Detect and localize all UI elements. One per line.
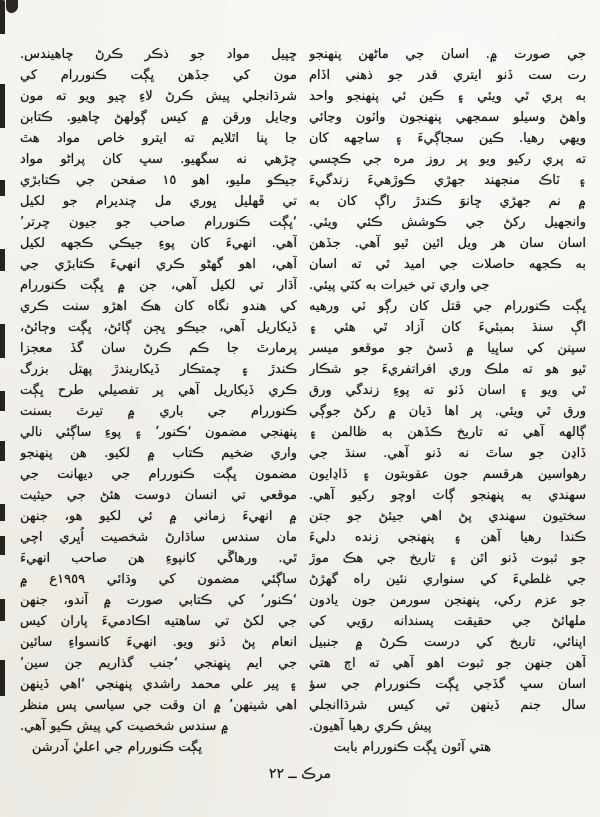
text-line: چڙهي نه سگهيو. سڀ کان پراڻو مواد <box>20 152 297 167</box>
text-line: رت ست ڏنو ايتري قدر جو ذهني اڏام <box>309 68 586 83</box>
text-line: به ڪجهه حاصلات جي اميد ٿي ته اسان <box>309 257 586 272</box>
text-line: سال جنم ڏينهن تي کيس شرڌاانجلي <box>309 698 586 713</box>
text-line: موقعي تي انسان دوست هئڻ جي حيثيت <box>20 488 297 503</box>
text-line: واري ضخيم ڪتاب ۾ لکيو. هن پنهنجو <box>20 446 297 461</box>
text-line: ڪري ڏيکاريل آهي پر تفصيلي طرح ڀڳت <box>20 383 297 398</box>
text-line: جو عزم رکي، پنهنجن سورمن جون يادون <box>309 593 586 608</box>
text-line: ۾ سندس شخصيت کي پيش ڪيو آهي. <box>20 719 229 734</box>
text-line: اهي شينهن’ ۾ ان وقت جي سياسي پس منظر <box>20 698 297 713</box>
text-line: آڌار تي لکيل آهي، جن ۾ ڀڳت ڪنوررام <box>20 278 297 293</box>
text-line: هتي آئون ڀڳت ڪنوررام بابت <box>333 740 491 755</box>
text-line: جيڪو مليو، اهو ١٥ صفحن جي ڪتابڙي <box>20 173 297 188</box>
text-line: کي هندو نگاه کان هڪ اهڙو سنت ڪري <box>20 299 297 314</box>
text-line: جي ايم پنهنجي ‘جنب گذاريم جن سين’ <box>20 656 297 671</box>
text-line: انعام پڻ ڏنو ويو. انهيءَ کانسواءِ سائين <box>20 635 297 650</box>
text-line: واهڻ وسيلو سمجهي پنهنجون واٽون وڃائي <box>309 110 586 125</box>
text-line: مون کي جڏهن ڀڳت ڪنوررام کي <box>20 68 297 83</box>
text-line: ‘ڪنور’ کي ڪتابي صورت ۾ آندو، جنهن <box>20 593 297 608</box>
text-line: سختيون سهندي پڻ اهي جيئڻ جو جتن <box>309 509 586 524</box>
text-line: پيش ڪري رهيا آهيون. <box>309 719 432 734</box>
text-line: وانجهيل رکڻ جي ڪوشش ڪئي ويئي. <box>309 215 586 230</box>
text-line: ٿي. ورهاڱي کانپوءِ هن صاحب انهيءَ <box>20 551 297 566</box>
text-line: ويهي رهيا. ڪين سجاڳيءَ ۽ ساڃهه کان <box>309 131 586 146</box>
text-line: جي غلطيءَ کي سنواري نئين راه گهڙڻ <box>309 572 586 587</box>
text-line: به ٻري ٿي ويئي ۽ ڪين ئي پنهنجو واحد <box>309 89 586 104</box>
column-left-text <box>20 44 297 758</box>
text-line: مان سندس ساڌارڻ شخصيت اُڀري اچي <box>20 530 297 545</box>
text-line: ٿي ويو ۽ اسان ڏٺو ته پوءِ زندگي ورق <box>309 383 586 398</box>
text-line: جا پنا اٿلايم ته ايترو خاص مواد هٿ <box>20 131 297 146</box>
text-line: مضمون ڀڳت ڪنوررام جي ديهانت جي <box>20 467 297 482</box>
text-line: ساڳئي مضمون کي وڌائي ١٩٥٩ع ۾ <box>20 572 297 587</box>
text-line: ڀڳت ڪنوررام جي قتل کان رڳو ٽي ورهيه <box>309 299 586 314</box>
text-line: آهي، اهو گهڻو ڪري انهيءَ ڪتابڙي جي <box>20 257 297 272</box>
text-line: ته پري رکيو ويو پر روز مره جي ڪچسي <box>309 152 586 167</box>
text-line: ڏاڍن جو ساٿ نه ڏنو آهي. سنڌ جي <box>309 446 586 461</box>
text-line: ڪنوررام جي باري ۾ تيرٿ بسنت <box>20 404 297 419</box>
text-line: جي صورت ۾. اسان جي ماڻهن پنهنجو <box>309 47 586 62</box>
text-line: آهي. انهيءَ کان پوءِ جيڪي ڪجهه لکيل <box>20 236 297 251</box>
page-number-footer: مرڪ ــ ٢٢ <box>268 766 332 782</box>
text-line: جي لکڻ تي ساهتيه اڪادميءَ پاران کيس <box>20 614 297 629</box>
text-line: رهواسين هرقسم جون عقوبتون ۽ ڏاڍايون <box>309 467 586 482</box>
text-line: ۾ نم جهڙي ڇانوَ ڪندڙ راڳ کان به <box>309 194 586 209</box>
text-line: ڀڳت ڪنوررام جي اعليٰ آدرشن <box>31 740 202 755</box>
text-line: پرمارٿ جا ڪم ڪرڻ سان گڏ معجزا <box>20 341 297 356</box>
text-line: جي واري تي خيرات به کٽي پيئي. <box>309 278 490 293</box>
text-line: اسان سان هر ويل ائين ٿيو آهي. جڏهن <box>309 236 586 251</box>
text-line: ۾ انهيءَ زماني ۾ ئي لکيو هو، جنهن <box>20 509 297 524</box>
text-line: پنهنجي مضمون ‘ڪنور’ ۽ پوءِ ساڳئي نالي <box>20 425 297 440</box>
text-line: ٿيو هو ته ملڪ وري افراتفريءَ جو شڪار <box>309 362 586 377</box>
text-line: اپنائي، تاريخ کي درست ڪرڻ ۾ جنبيل <box>309 635 586 650</box>
text-line: ڪندڙ ۽ چمتڪار ڏيکاريندڙ پهتل بزرگ <box>20 362 297 377</box>
text-line: سپنن کي ساڀيا ۾ ڏسڻ جو موقعو ميسر <box>309 341 586 356</box>
text-line: ملهائڻ جي حقيقت پسندانه روَيي کي <box>309 614 586 629</box>
text-line: اڳ سنڌ بمبئيءَ کان آزاد ٿي هئي ۽ <box>309 320 586 335</box>
text-line: شرڌانجلي پيش ڪرڻ لاءِ چيو ويو ته مون <box>20 89 297 104</box>
text-line: ورق ٿي ويئي. پر اها ڌيان ۾ رکڻ جوڳي <box>309 404 586 419</box>
text-line: ڏيکاريل آهي، جيڪو ڀڄن ڳائڻ، ڀڳت وڄائڻ، <box>20 320 297 335</box>
scan-corner-artifact <box>6 0 18 13</box>
text-line: ڳالهه آهي ته تاريخ ڪڏهن به ظالمن ۽ <box>309 425 586 440</box>
text-line: جو ثبوت ڏنو اٿن ۽ تاريخ جي هڪ موڙ <box>309 551 586 566</box>
text-line: سهندي به پنهنجو ڳاٽ اوچو رکيو آهي. <box>309 488 586 503</box>
text-line: وڃايل ورقن ۾ کيس ڳولهڻ چاهيو. ڪتابن <box>20 110 297 125</box>
text-line: ڇپيل مواد جو ذڪر ڪرڻ چاهيندس. <box>20 47 297 62</box>
text-line: ۽ ٽاڪ منجهند جهڙي ڪوڙهيءَ زندگيءَ <box>309 173 586 188</box>
text-line: ‘ڀڳت ڪنوررام صاحب جو جيون چرتر’ <box>20 215 297 230</box>
text-line: ڪندا رهيا آهن ۽ پنهنجي زنده دليءَ <box>309 530 586 545</box>
text-line: اسان سڀ گڏجي ڀڳت ڪنوررام جي سؤ <box>309 677 586 692</box>
scan-edge-artifact-strip <box>0 0 5 700</box>
text-line: تي ڦهليل ڀوري مل چنديرام جو لکيل <box>20 194 297 209</box>
text-line: آهن جنهن جو ثبوت اهو آهي ته اڄ هتي <box>309 656 586 671</box>
text-line: ۽ پير علي محمد راشدي پنهنجي ‘اهي ڏينهن <box>20 677 297 692</box>
column-right-text <box>309 44 586 758</box>
